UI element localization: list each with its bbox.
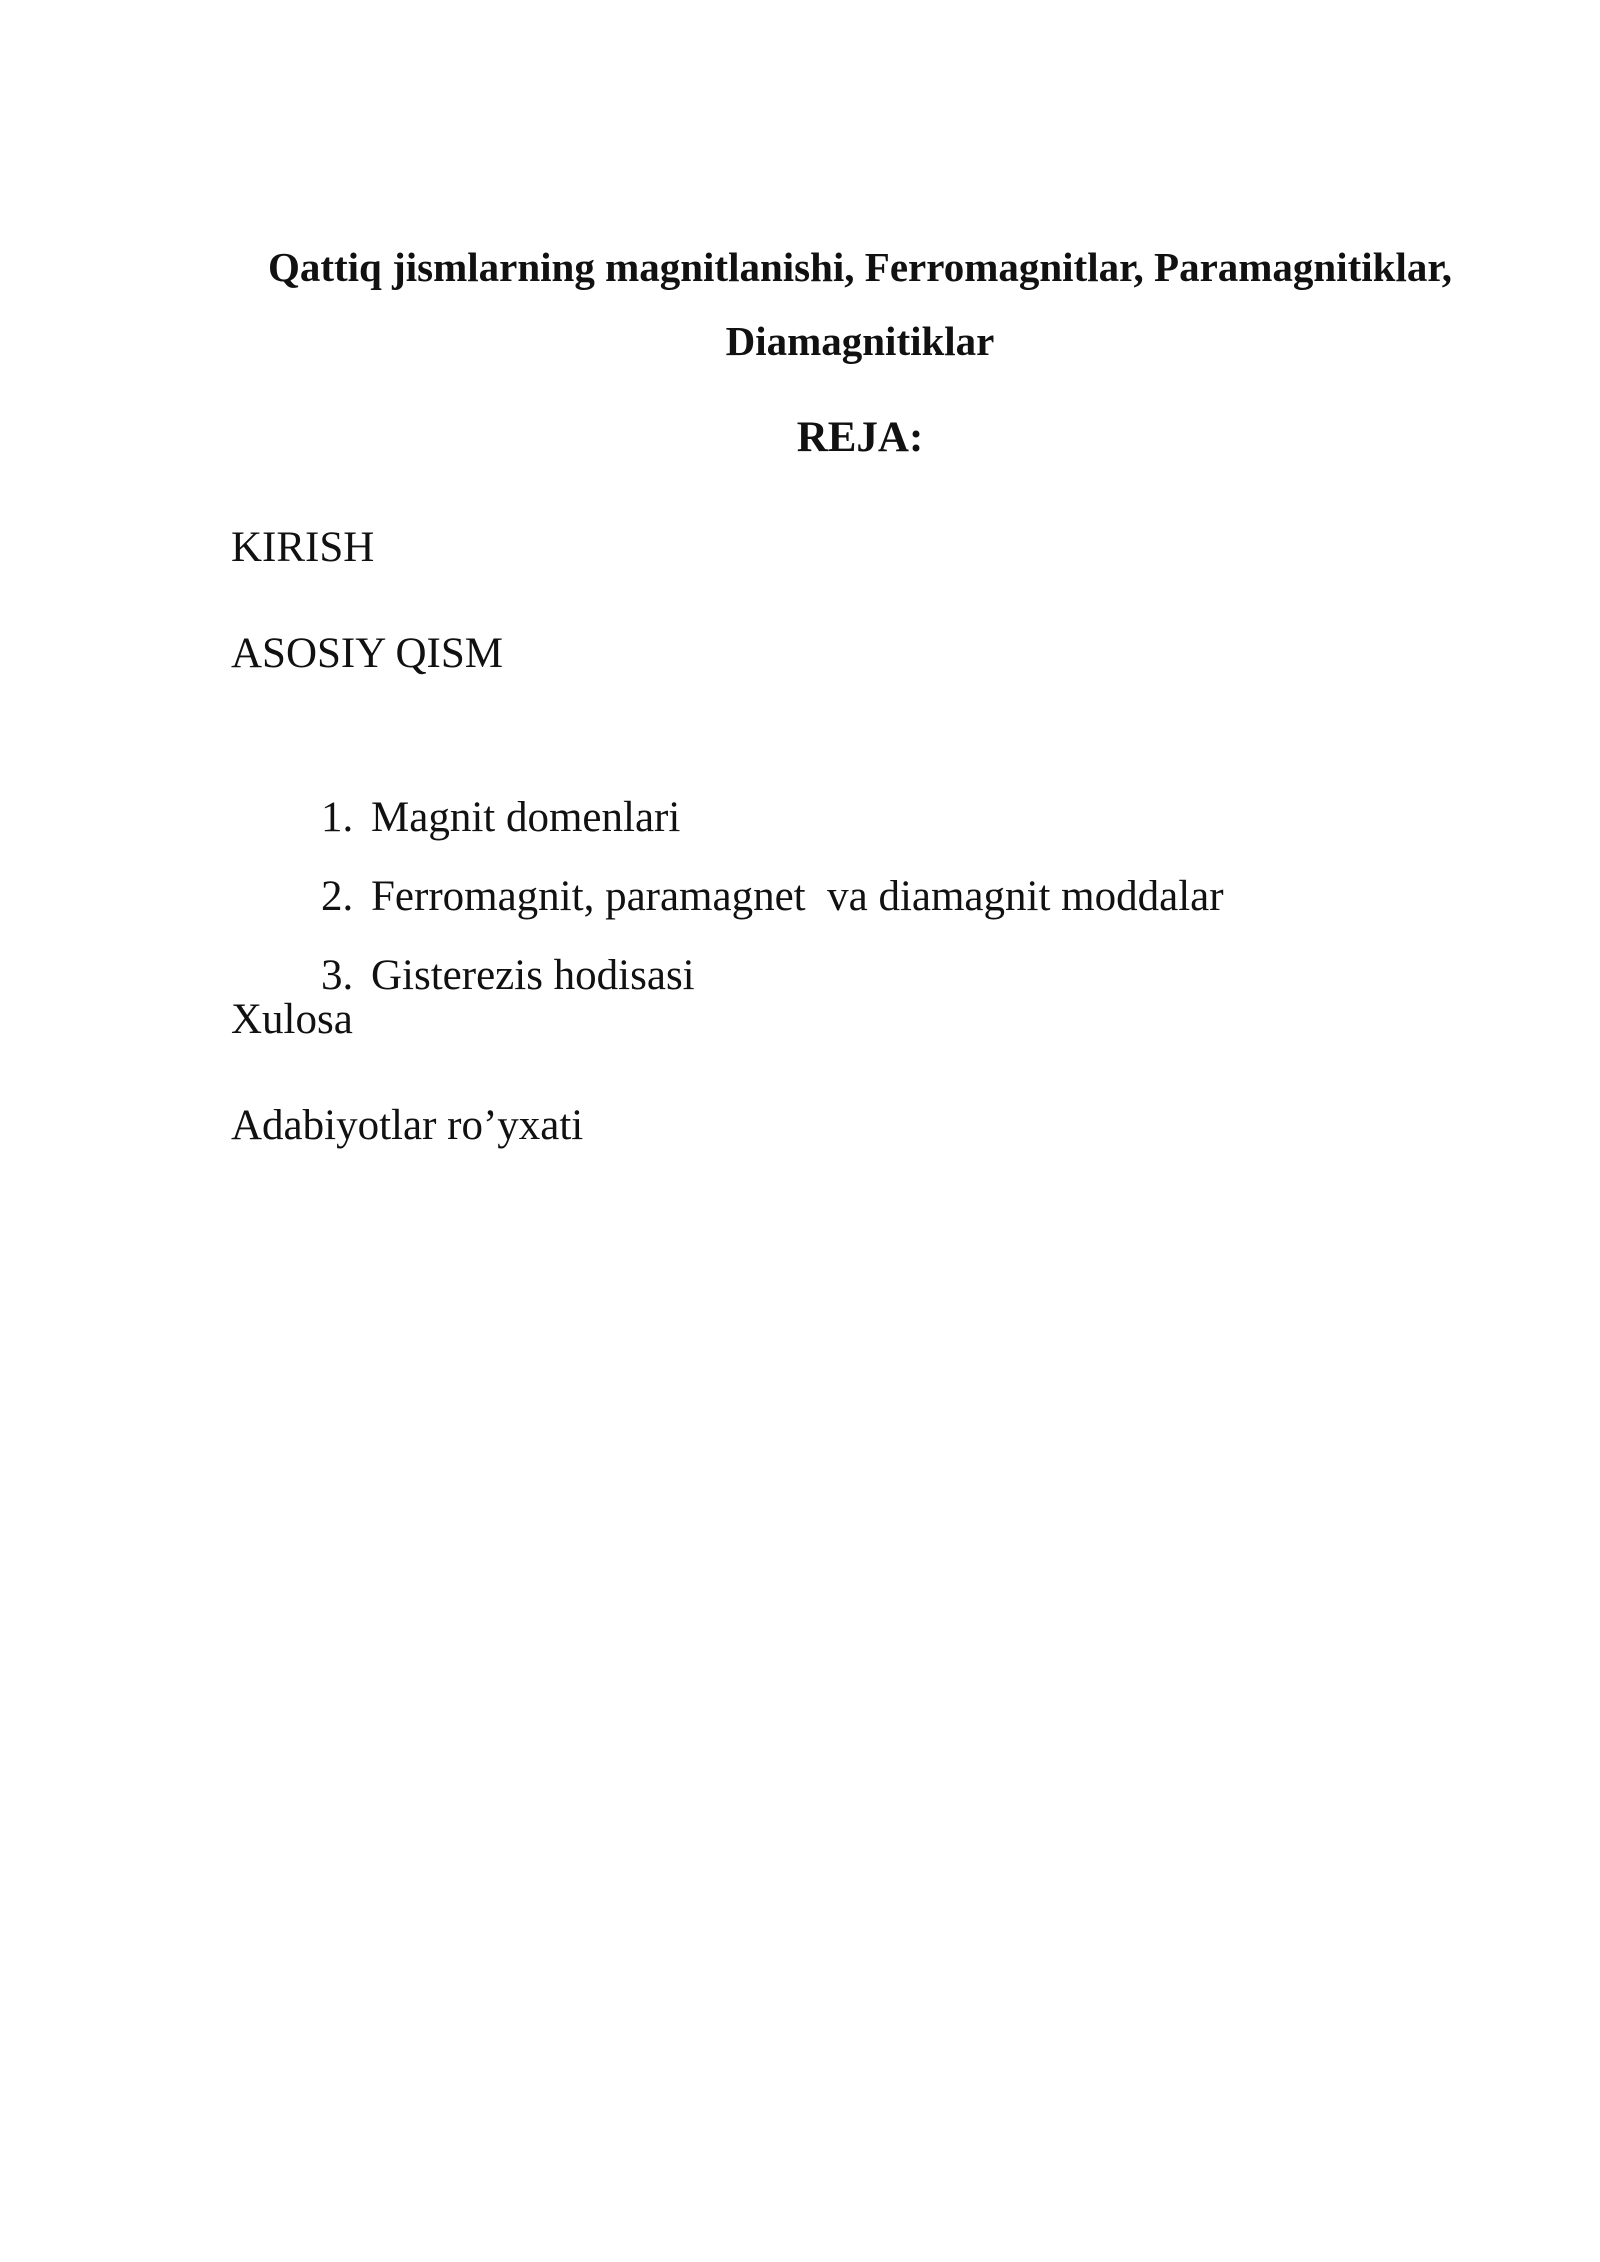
list-item-text: Gisterezis hodisasi bbox=[371, 952, 695, 999]
intro-heading: KIRISH bbox=[231, 524, 375, 571]
title-line-2: Diamagnitiklar bbox=[725, 318, 995, 364]
list-item-text: Ferromagnit, paramagnet va diamagnit moddalar bbox=[371, 873, 1224, 920]
conclusion-heading: Xulosa bbox=[231, 996, 353, 1043]
list-item-number: 3. bbox=[321, 952, 354, 999]
plan-heading: REJA: bbox=[796, 414, 924, 461]
main-part-heading: ASOSIY QISM bbox=[231, 630, 503, 677]
list-item-number: 1. bbox=[321, 794, 354, 841]
document-title bbox=[180, 230, 1540, 378]
list-item-number: 2. bbox=[321, 873, 354, 920]
title-line-1: Qattiq jismlarning magnitlanishi, Ferromagnitlar, Paramagnitiklar, bbox=[267, 244, 1453, 290]
references-heading: Adabiyotlar ro’yxati bbox=[231, 1102, 584, 1149]
list-item-text: Magnit domenlari bbox=[371, 794, 681, 841]
